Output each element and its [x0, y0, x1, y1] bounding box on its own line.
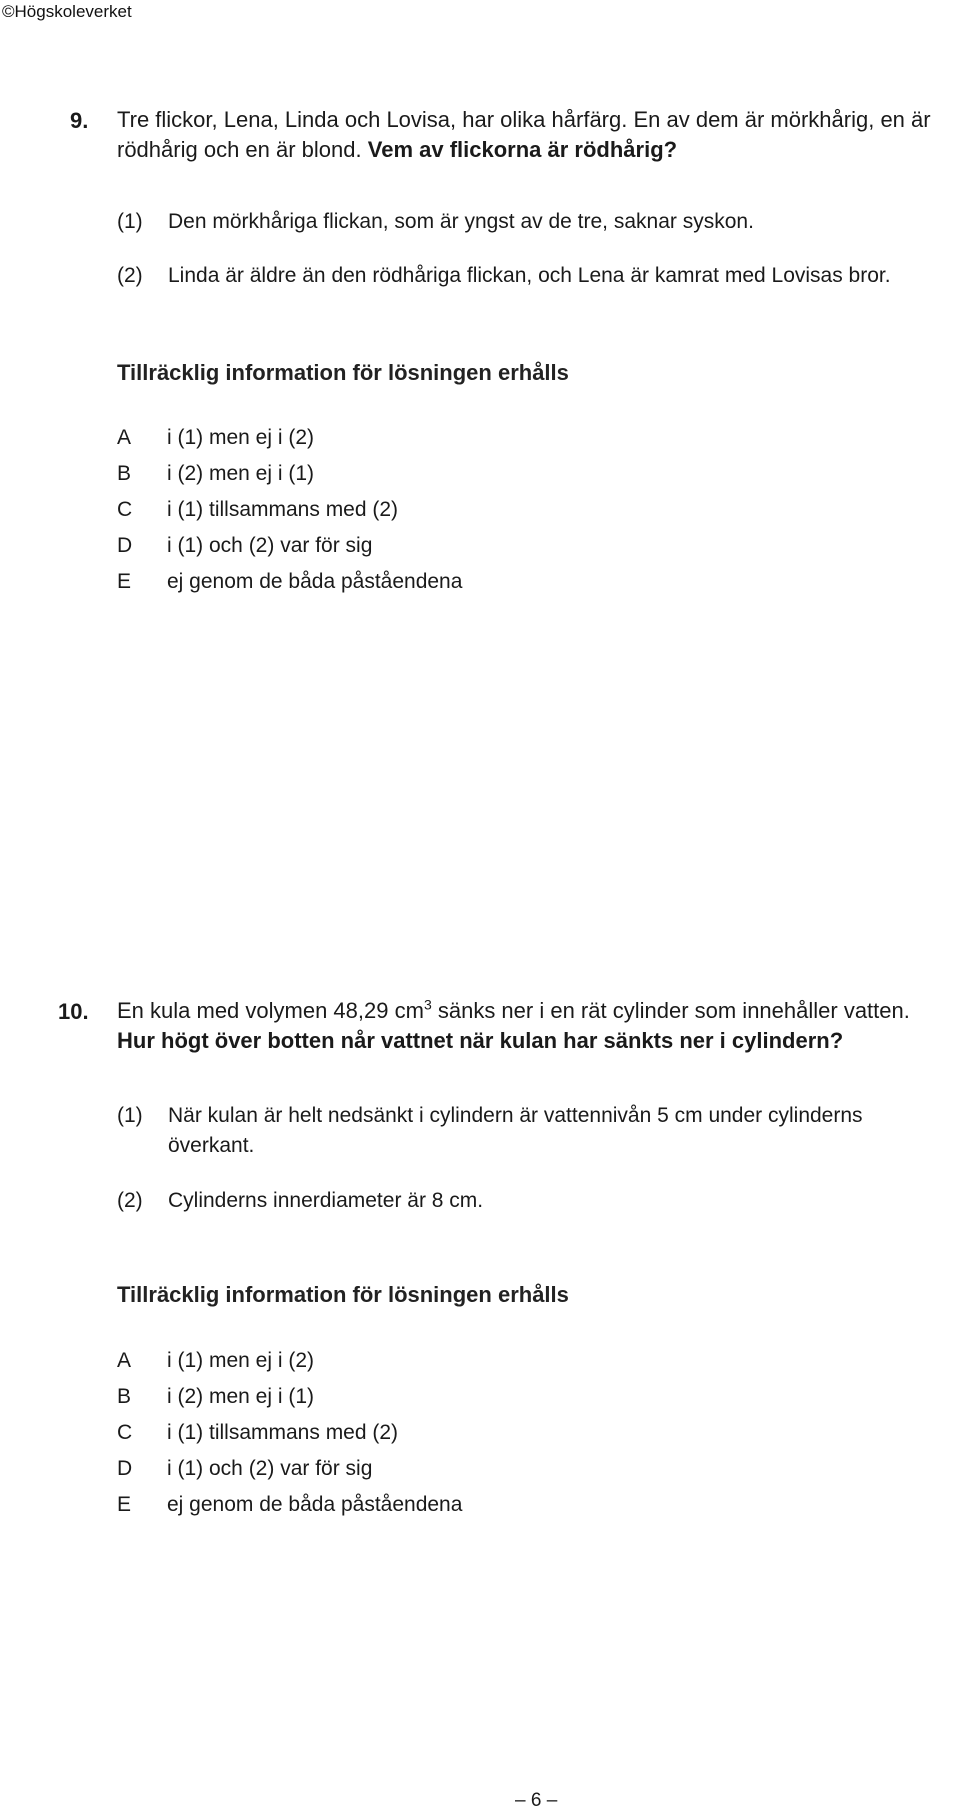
option-text: ej genom de båda påståendena: [167, 1493, 463, 1516]
question-intro: En kula med volymen 48,29 $cm^3$ sänks ner i en rät cylinder som innehåller vatten.: [117, 996, 910, 1023]
question-prompt: Hur högt över botten når vattnet när kulan har sänkts ner i cylindern?: [117, 1028, 844, 1053]
option-letter: D: [117, 1457, 133, 1480]
option-letter: B: [117, 1385, 132, 1408]
sufficiency-heading: Tillräcklig information för lösningen erhålls: [117, 360, 569, 385]
question-text: [117, 996, 947, 1056]
copyright-notice: ©Högskoleverket: [2, 2, 132, 21]
option-text: i (1) tillsammans med (2): [167, 1421, 399, 1444]
statement-text: Den mörkhåriga flickan, som är yngst av de tre, saknar syskon.: [168, 210, 754, 233]
option-text: i (1) och (2) var för sig: [167, 1457, 373, 1480]
sufficiency-heading: Tillräcklig information för lösningen erhålls: [117, 1282, 569, 1307]
option-text: i (1) och (2) var för sig: [167, 534, 373, 557]
statement-text: När kulan är helt nedsänkt i cylindern är vattennivån 5 cm under cylinderns överkant.: [168, 1104, 863, 1157]
option-text: i (2) men ej i (1): [167, 462, 315, 485]
option-text: i (1) men ej i (2): [167, 426, 315, 449]
superscript: 3: [423, 996, 432, 1013]
question-text: [117, 105, 947, 165]
option-letter: C: [117, 498, 133, 521]
option-letter: A: [117, 426, 132, 449]
statement-number: (1): [117, 1104, 143, 1127]
statement-number: (1): [117, 210, 143, 233]
statement-number: (2): [117, 264, 143, 287]
question-number: 9.: [70, 108, 89, 133]
statement-text: Cylinderns innerdiameter är 8 cm.: [168, 1189, 484, 1212]
option-text: i (2) men ej i (1): [167, 1385, 315, 1408]
question-intro: Tre flickor, Lena, Linda och Lovisa, har olika hårfärg. En av dem är mörkhårig, en är rödhårig och en är blond.: [117, 107, 931, 162]
page-number: – 6 –: [515, 1790, 558, 1811]
option-text: i (1) men ej i (2): [167, 1349, 315, 1372]
option-text: ej genom de båda påståendena: [167, 570, 463, 593]
statement-text: Linda är äldre än den rödhåriga flickan, och Lena är kamrat med Lovisas bror.: [168, 264, 891, 287]
option-letter: C: [117, 1421, 133, 1444]
option-letter: E: [117, 1493, 132, 1516]
question-prompt: Vem av flickorna är rödhårig?: [367, 137, 678, 162]
option-letter: B: [117, 462, 132, 485]
option-letter: E: [117, 570, 132, 593]
statement-number: (2): [117, 1189, 143, 1212]
option-letter: A: [117, 1349, 132, 1372]
question-number: 10.: [58, 999, 89, 1024]
option-text: i (1) tillsammans med (2): [167, 498, 399, 521]
option-letter: D: [117, 534, 133, 557]
